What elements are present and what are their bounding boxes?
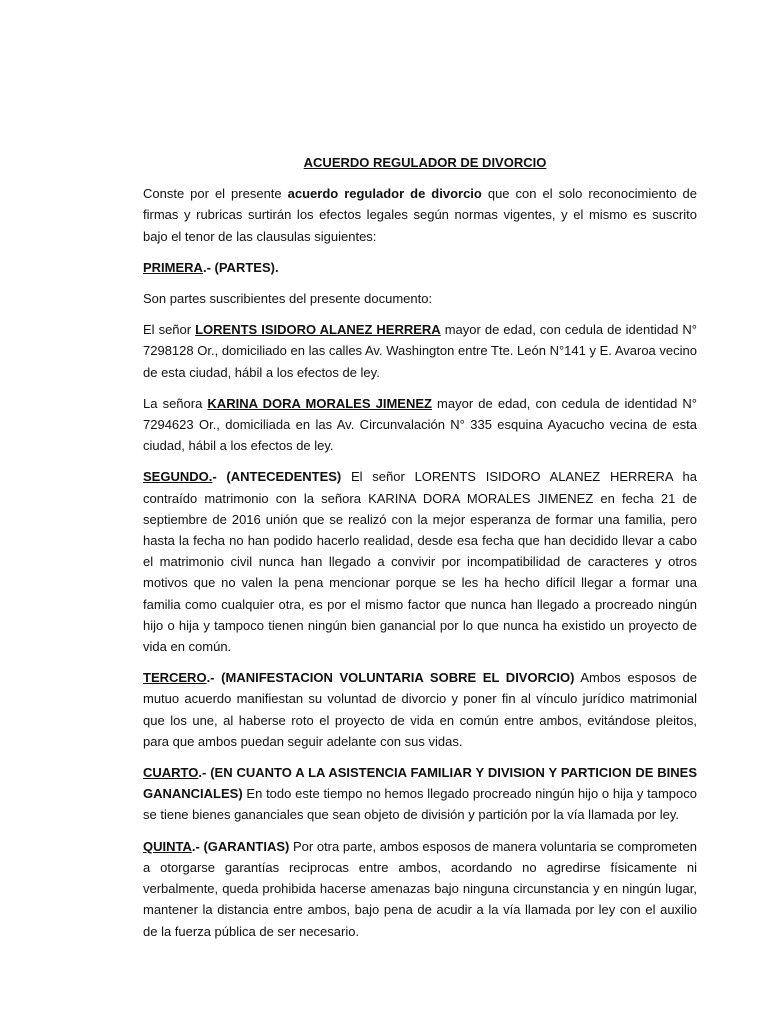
tercero-text: Ambos esposos de mutuo acuerdo manifiestan su voluntad de divorcio y poner fin al vínculo jurídico matrimonial que los une, al haberse roto el proyecto de vida en común entre ambos, evitándose pleitos, para que ambos puedan seguir adelante con sus vidas. (143, 670, 697, 749)
party2-post: mayor de edad, con cedula de identidad N° 7294623 Or., domiciliada en las Av. Circunvalación N° 335 esquina Ayacucho vecina de esta ciudad, hábil a los efectos de ley. (143, 395, 697, 454)
primera-label: PRIMERA (143, 259, 203, 275)
party1-paragraph (143, 319, 697, 383)
primera-sep: .- (202, 259, 215, 275)
intro-post: que con el solo reconocimiento de firmas y rubricas surtirán los efectos legales según normas vigentes, y el mismo es suscrito bajo el tenor de las clausulas siguientes: (143, 186, 697, 244)
document-title: ACUERDO REGULADOR DE DIVORCIO (303, 155, 547, 170)
tercero-heading: (MANIFESTACION VOLUNTARIA SOBRE EL DIVORCIO) (221, 670, 575, 686)
segundo-label: SEGUNDO. (143, 469, 213, 485)
party2-name: KARINA DORA MORALES JIMENEZ (207, 395, 432, 411)
intro-paragraph (143, 183, 697, 247)
party1-name: LORENTS ISIDORO ALANEZ HERRERA (195, 322, 441, 338)
tercero-sep: .- (206, 670, 222, 686)
cuarto-paragraph (143, 762, 697, 826)
cuarto-text: En todo este tiempo no hemos llegado procreado ningún hijo o hija y tampoco se tiene bienes gananciales que sean objeto de división y partición por la vía llamada por ley. (143, 786, 697, 823)
party1-pre: El señor (143, 322, 196, 338)
cuarto-label: CUARTO (143, 765, 199, 781)
quinta-label: QUINTA (143, 838, 192, 854)
primera-title: (PARTES). (214, 259, 279, 275)
segundo-heading: (ANTECEDENTES) (226, 469, 342, 485)
party1-post: mayor de edad, con cedula de identidad N° 7298128 Or., domiciliado en las calles Av. Washington entre Tte. León N°141 y E. Avaroa vecino de esta ciudad, hábil a los efectos de ley. (143, 322, 697, 380)
quinta-text: Por otra parte, ambos esposos de manera voluntaria se comprometen a otorgarse garantías reciprocas entre ambos, acordando no agredirse físicamente ni verbalmente, queda prohibida hacerse amenazas bajo ninguna circunstancia y en ningún lugar, mantener la distancia entre ambos, bajo pena de acudir a la vía llamada por ley con el auxilio de la fuerza pública de ser necesario. (143, 838, 697, 939)
primera-text: Son partes suscribientes del presente documento: (143, 291, 433, 307)
party2-pre: La señora (143, 395, 208, 411)
segundo-sep: - (212, 469, 227, 485)
segundo-paragraph (143, 466, 697, 657)
quinta-heading: (GARANTIAS) (203, 838, 290, 854)
primera-heading (143, 257, 697, 278)
cuarto-heading: (EN CUANTO A LA ASISTENCIA FAMILIAR Y DIVISION Y PARTICION DE BINES GANANCIALES) (143, 765, 697, 802)
party2-paragraph (143, 393, 697, 457)
intro-pre: Conste por el presente (143, 186, 288, 202)
intro-bold: acuerdo regulador de divorcio (287, 186, 482, 202)
segundo-text: El señor LORENTS ISIDORO ALANEZ HERRERA ha contraído matrimonio con la señora KARINA DORA MORALES JIMENEZ en fecha 21 de septiembre de 2016 unión que se realizó con la mejor esperanza de formar una familia, pero hasta la fecha no han podido hacerlo realidad, desde esa fecha que han decidido llevar a cabo el matrimonio civil nunca han llegado a convivir por incompatibilidad de caracteres y otros motivos que no valen la pena mencionar porque se les ha hecho difícil llegar a formar una familia como cualquier otra, es por el mismo factor que nunca han llegado a procreado ningún hijo o hija y tampoco tienen ningún bien ganancial por lo que nunca ha existido un proyecto de vida en común. (143, 469, 697, 655)
tercero-paragraph (143, 667, 697, 752)
quinta-sep: .- (191, 838, 204, 854)
document-page (143, 152, 697, 952)
cuarto-sep: .- (198, 765, 211, 781)
quinta-paragraph (143, 836, 697, 942)
tercero-label: TERCERO (143, 670, 207, 686)
